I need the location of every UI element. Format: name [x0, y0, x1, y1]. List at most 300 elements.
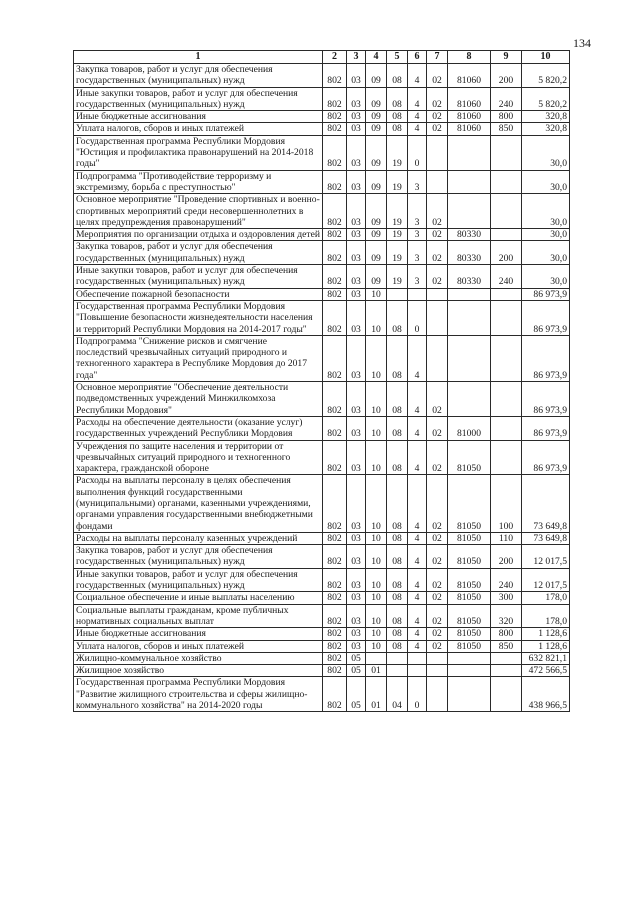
row-code-col-6: 4 — [408, 628, 427, 640]
table-row — [74, 545, 570, 569]
column-header-8: 8 — [448, 51, 491, 64]
row-code-col-9 — [491, 170, 522, 194]
row-code-col-8 — [448, 288, 491, 300]
row-code-col-7: 02 — [427, 532, 448, 544]
row-code-col-7: 02 — [427, 64, 448, 88]
row-code-col-6: 4 — [408, 87, 427, 111]
row-code-col-6: 4 — [408, 592, 427, 604]
row-code-col-5: 08 — [387, 604, 408, 628]
row-code-col-3: 03 — [347, 111, 366, 123]
row-code-col-9 — [491, 416, 522, 440]
row-name: Расходы на обеспечение деятельности (оказание услуг) государственных учреждений Республики Мордовия — [74, 416, 323, 440]
row-code-col-5: 08 — [387, 545, 408, 569]
row-code-col-6: 4 — [408, 532, 427, 544]
row-code-col-6 — [408, 652, 427, 664]
row-code-col-2: 802 — [323, 545, 347, 569]
row-code-col-5: 08 — [387, 592, 408, 604]
row-name: Закупка товаров, работ и услуг для обеспечения государственных (муниципальных) нужд — [74, 64, 323, 88]
row-code-col-7: 02 — [427, 229, 448, 241]
row-code-col-8 — [448, 170, 491, 194]
row-code-col-2: 802 — [323, 652, 347, 664]
table-row — [74, 440, 570, 475]
row-code-col-5 — [387, 652, 408, 664]
row-code-col-5: 19 — [387, 135, 408, 170]
row-sum: 178,0 — [522, 604, 570, 628]
row-code-col-9: 850 — [491, 640, 522, 652]
row-code-col-4: 10 — [366, 335, 387, 381]
row-code-col-6: 3 — [408, 241, 427, 265]
row-code-col-8: 81060 — [448, 111, 491, 123]
row-sum: 86 973,9 — [522, 300, 570, 335]
row-name: Иные закупки товаров, работ и услуг для обеспечения государственных (муниципальных) нужд — [74, 265, 323, 289]
row-code-col-6: 4 — [408, 64, 427, 88]
row-name: Государственная программа Республики Мордовия "Развитие жилищного строительства и сферы жилищно-коммунального хозяйства" на 2014-2020 годы — [74, 677, 323, 712]
row-code-col-7 — [427, 677, 448, 712]
row-code-col-7: 02 — [427, 440, 448, 475]
row-code-col-2: 802 — [323, 628, 347, 640]
row-code-col-7: 02 — [427, 545, 448, 569]
row-code-col-4: 10 — [366, 532, 387, 544]
row-code-col-3: 03 — [347, 335, 366, 381]
row-code-col-2: 802 — [323, 194, 347, 229]
table-row — [74, 241, 570, 265]
row-code-col-4: 01 — [366, 665, 387, 677]
row-code-col-4: 10 — [366, 628, 387, 640]
column-header-10: 10 — [522, 51, 570, 64]
row-code-col-9 — [491, 677, 522, 712]
row-name: Социальные выплаты гражданам, кроме публичных нормативных социальных выплат — [74, 604, 323, 628]
row-code-col-5: 04 — [387, 677, 408, 712]
row-code-col-5: 08 — [387, 475, 408, 532]
row-code-col-9: 800 — [491, 628, 522, 640]
row-code-col-2: 802 — [323, 665, 347, 677]
row-code-col-6: 4 — [408, 123, 427, 135]
row-name: Иные бюджетные ассигнования — [74, 111, 323, 123]
row-code-col-5: 08 — [387, 382, 408, 417]
row-code-col-8: 80330 — [448, 229, 491, 241]
row-code-col-6: 4 — [408, 111, 427, 123]
column-header-5: 5 — [387, 51, 408, 64]
row-code-col-7: 02 — [427, 475, 448, 532]
row-sum: 320,8 — [522, 111, 570, 123]
row-code-col-9 — [491, 652, 522, 664]
row-code-col-8: 81050 — [448, 604, 491, 628]
row-code-col-7: 02 — [427, 568, 448, 592]
row-code-col-7: 02 — [427, 382, 448, 417]
row-sum: 5 820,2 — [522, 87, 570, 111]
row-code-col-2: 802 — [323, 300, 347, 335]
table-row — [74, 604, 570, 628]
row-code-col-8 — [448, 194, 491, 229]
row-name: Основное мероприятие "Проведение спортивных и военно-спортивных мероприятий среди несовершеннолетних в целях предупреждения правонарушений" — [74, 194, 323, 229]
row-code-col-7: 02 — [427, 640, 448, 652]
row-sum: 73 649,8 — [522, 475, 570, 532]
row-code-col-3: 03 — [347, 300, 366, 335]
row-code-col-9 — [491, 665, 522, 677]
row-sum: 30,0 — [522, 135, 570, 170]
row-sum: 438 966,5 — [522, 677, 570, 712]
row-code-col-4: 09 — [366, 194, 387, 229]
row-code-col-8: 81060 — [448, 123, 491, 135]
row-code-col-6: 3 — [408, 265, 427, 289]
table-row — [74, 170, 570, 194]
row-code-col-9: 300 — [491, 592, 522, 604]
row-name: Подпрограмма "Противодействие терроризму и экстремизму, борьба с преступностью" — [74, 170, 323, 194]
row-code-col-2: 802 — [323, 288, 347, 300]
row-code-col-7 — [427, 652, 448, 664]
row-code-col-3: 03 — [347, 123, 366, 135]
row-sum: 12 017,5 — [522, 568, 570, 592]
row-code-col-4: 09 — [366, 87, 387, 111]
row-code-col-9: 110 — [491, 532, 522, 544]
row-code-col-3: 03 — [347, 87, 366, 111]
row-sum: 30,0 — [522, 265, 570, 289]
page-number: 134 — [573, 36, 591, 50]
row-code-col-3: 05 — [347, 677, 366, 712]
row-sum: 86 973,9 — [522, 382, 570, 417]
row-code-col-8: 81050 — [448, 545, 491, 569]
row-name: Мероприятия по организации отдыха и оздоровления детей — [74, 229, 323, 241]
column-header-1: 1 — [74, 51, 323, 64]
row-code-col-9 — [491, 335, 522, 381]
table-row — [74, 532, 570, 544]
table-row — [74, 628, 570, 640]
row-code-col-8: 81050 — [448, 568, 491, 592]
row-code-col-7 — [427, 135, 448, 170]
row-code-col-5 — [387, 665, 408, 677]
row-code-col-7: 02 — [427, 123, 448, 135]
row-code-col-3: 03 — [347, 229, 366, 241]
row-code-col-6: 3 — [408, 194, 427, 229]
row-sum: 12 017,5 — [522, 545, 570, 569]
row-sum: 5 820,2 — [522, 64, 570, 88]
row-code-col-7: 02 — [427, 416, 448, 440]
row-code-col-2: 802 — [323, 135, 347, 170]
row-code-col-5: 08 — [387, 300, 408, 335]
row-sum: 30,0 — [522, 229, 570, 241]
row-code-col-6: 0 — [408, 135, 427, 170]
row-name: Государственная программа Республики Мордовия "Повышение безопасности жизнедеятельности населения и территорий Республики Мордовия на 2014-2017 годы" — [74, 300, 323, 335]
row-code-col-2: 802 — [323, 123, 347, 135]
row-code-col-9 — [491, 194, 522, 229]
table-row — [74, 416, 570, 440]
row-code-col-2: 802 — [323, 241, 347, 265]
table-row — [74, 123, 570, 135]
row-code-col-4: 10 — [366, 604, 387, 628]
row-code-col-7: 02 — [427, 241, 448, 265]
row-code-col-4: 09 — [366, 170, 387, 194]
row-code-col-3: 03 — [347, 194, 366, 229]
row-code-col-3: 03 — [347, 265, 366, 289]
row-code-col-5: 19 — [387, 241, 408, 265]
row-code-col-3: 03 — [347, 640, 366, 652]
row-code-col-8: 81000 — [448, 416, 491, 440]
row-code-col-5: 08 — [387, 640, 408, 652]
row-code-col-4: 09 — [366, 64, 387, 88]
row-code-col-2: 802 — [323, 440, 347, 475]
row-sum: 86 973,9 — [522, 335, 570, 381]
row-name: Обеспечение пожарной безопасности — [74, 288, 323, 300]
row-code-col-4: 10 — [366, 545, 387, 569]
row-code-col-3: 03 — [347, 416, 366, 440]
row-code-col-4: 10 — [366, 440, 387, 475]
row-code-col-9: 200 — [491, 64, 522, 88]
row-name: Социальное обеспечение и иные выплаты населению — [74, 592, 323, 604]
row-code-col-6: 4 — [408, 475, 427, 532]
row-code-col-3: 03 — [347, 545, 366, 569]
row-code-col-2: 802 — [323, 592, 347, 604]
row-code-col-3: 05 — [347, 665, 366, 677]
row-name: Подпрограмма "Снижение рисков и смягчение последствий чрезвычайных ситуаций природного и техногенного характера в Республике Мордовия до 2017 года" — [74, 335, 323, 381]
row-code-col-3: 03 — [347, 440, 366, 475]
table-row — [74, 568, 570, 592]
row-name: Основное мероприятие "Обеспечение деятельности подведомственных учреждений Минжилкомхоза Республики Мордовия" — [74, 382, 323, 417]
table-body — [74, 64, 570, 712]
table-row — [74, 194, 570, 229]
row-code-col-9: 240 — [491, 568, 522, 592]
table-row — [74, 382, 570, 417]
row-sum: 320,8 — [522, 123, 570, 135]
table-row — [74, 335, 570, 381]
row-code-col-7: 02 — [427, 111, 448, 123]
row-code-col-3: 03 — [347, 592, 366, 604]
row-sum: 30,0 — [522, 170, 570, 194]
row-name: Расходы на выплаты персоналу казенных учреждений — [74, 532, 323, 544]
table-row — [74, 652, 570, 664]
row-code-col-3: 05 — [347, 652, 366, 664]
row-code-col-5: 08 — [387, 568, 408, 592]
row-code-col-7 — [427, 288, 448, 300]
row-code-col-5: 08 — [387, 440, 408, 475]
row-name: Закупка товаров, работ и услуг для обеспечения государственных (муниципальных) нужд — [74, 241, 323, 265]
row-code-col-9: 320 — [491, 604, 522, 628]
row-code-col-8: 81060 — [448, 64, 491, 88]
row-code-col-4: 10 — [366, 568, 387, 592]
row-code-col-8 — [448, 652, 491, 664]
row-code-col-8 — [448, 677, 491, 712]
row-code-col-4: 09 — [366, 135, 387, 170]
row-code-col-9: 240 — [491, 265, 522, 289]
row-code-col-6: 4 — [408, 416, 427, 440]
row-code-col-7: 02 — [427, 604, 448, 628]
row-code-col-6 — [408, 288, 427, 300]
row-code-col-3: 03 — [347, 628, 366, 640]
row-code-col-8 — [448, 300, 491, 335]
row-name: Иные бюджетные ассигнования — [74, 628, 323, 640]
row-code-col-5: 19 — [387, 170, 408, 194]
row-code-col-5: 19 — [387, 194, 408, 229]
table-row — [74, 64, 570, 88]
row-code-col-8: 81050 — [448, 592, 491, 604]
row-name: Закупка товаров, работ и услуг для обеспечения государственных (муниципальных) нужд — [74, 545, 323, 569]
row-code-col-9 — [491, 382, 522, 417]
row-code-col-2: 802 — [323, 87, 347, 111]
row-code-col-2: 802 — [323, 475, 347, 532]
row-code-col-8: 80330 — [448, 241, 491, 265]
row-code-col-9: 200 — [491, 545, 522, 569]
row-code-col-5: 08 — [387, 335, 408, 381]
row-code-col-8: 81060 — [448, 87, 491, 111]
table-row — [74, 640, 570, 652]
row-code-col-4: 10 — [366, 475, 387, 532]
row-code-col-8: 81050 — [448, 475, 491, 532]
row-code-col-5: 08 — [387, 64, 408, 88]
row-code-col-2: 802 — [323, 640, 347, 652]
row-code-col-9 — [491, 440, 522, 475]
row-code-col-3: 03 — [347, 288, 366, 300]
budget-table — [73, 50, 570, 712]
row-code-col-4: 10 — [366, 300, 387, 335]
row-sum: 86 973,9 — [522, 416, 570, 440]
row-code-col-2: 802 — [323, 265, 347, 289]
row-code-col-4 — [366, 652, 387, 664]
row-name: Учреждения по защите населения и территории от чрезвычайных ситуаций природного и техногенного характера, гражданской обороне — [74, 440, 323, 475]
row-code-col-5: 08 — [387, 111, 408, 123]
row-name: Уплата налогов, сборов и иных платежей — [74, 123, 323, 135]
row-code-col-3: 03 — [347, 64, 366, 88]
row-sum: 30,0 — [522, 241, 570, 265]
row-code-col-4: 09 — [366, 111, 387, 123]
row-code-col-4: 09 — [366, 229, 387, 241]
row-code-col-2: 802 — [323, 604, 347, 628]
column-header-6: 6 — [408, 51, 427, 64]
row-sum: 472 566,5 — [522, 665, 570, 677]
row-sum: 632 821,1 — [522, 652, 570, 664]
row-code-col-7 — [427, 665, 448, 677]
row-code-col-5: 08 — [387, 416, 408, 440]
row-code-col-3: 03 — [347, 382, 366, 417]
table-row — [74, 87, 570, 111]
row-name: Расходы на выплаты персоналу в целях обеспечения выполнения функций государственными (муниципальными) органами, казенными учреждениями, органами управления государственными внебюджетными фондами — [74, 475, 323, 532]
row-code-col-9: 800 — [491, 111, 522, 123]
header-row — [74, 51, 570, 64]
row-code-col-2: 802 — [323, 111, 347, 123]
table-row — [74, 475, 570, 532]
row-code-col-8: 81050 — [448, 640, 491, 652]
row-sum: 1 128,6 — [522, 628, 570, 640]
table-row — [74, 265, 570, 289]
row-code-col-3: 03 — [347, 532, 366, 544]
row-code-col-7: 02 — [427, 628, 448, 640]
row-code-col-6: 3 — [408, 229, 427, 241]
row-code-col-7 — [427, 170, 448, 194]
row-code-col-4: 10 — [366, 640, 387, 652]
row-code-col-3: 03 — [347, 241, 366, 265]
table-row — [74, 592, 570, 604]
row-code-col-8 — [448, 335, 491, 381]
row-name: Иные закупки товаров, работ и услуг для обеспечения государственных (муниципальных) нужд — [74, 568, 323, 592]
row-code-col-8: 81050 — [448, 532, 491, 544]
row-sum: 73 649,8 — [522, 532, 570, 544]
row-code-col-3: 03 — [347, 475, 366, 532]
row-code-col-9: 200 — [491, 241, 522, 265]
row-code-col-3: 03 — [347, 604, 366, 628]
row-code-col-9 — [491, 288, 522, 300]
row-code-col-6: 3 — [408, 170, 427, 194]
row-sum: 86 973,9 — [522, 288, 570, 300]
table-row — [74, 229, 570, 241]
row-code-col-6: 4 — [408, 568, 427, 592]
table-row — [74, 665, 570, 677]
row-code-col-5: 08 — [387, 532, 408, 544]
row-code-col-9: 850 — [491, 123, 522, 135]
row-code-col-7: 02 — [427, 265, 448, 289]
row-code-col-8: 81050 — [448, 628, 491, 640]
row-name: Иные закупки товаров, работ и услуг для обеспечения государственных (муниципальных) нужд — [74, 87, 323, 111]
row-sum: 86 973,9 — [522, 440, 570, 475]
table-row — [74, 288, 570, 300]
table-row — [74, 135, 570, 170]
row-code-col-7: 02 — [427, 592, 448, 604]
row-code-col-2: 802 — [323, 229, 347, 241]
table-row — [74, 677, 570, 712]
row-code-col-4: 01 — [366, 677, 387, 712]
row-code-col-3: 03 — [347, 568, 366, 592]
row-code-col-5: 19 — [387, 265, 408, 289]
row-code-col-2: 802 — [323, 382, 347, 417]
row-code-col-7: 02 — [427, 194, 448, 229]
row-code-col-5: 08 — [387, 628, 408, 640]
row-code-col-3: 03 — [347, 135, 366, 170]
column-header-2: 2 — [323, 51, 347, 64]
row-name: Жилищно-коммунальное хозяйство — [74, 652, 323, 664]
row-code-col-6: 4 — [408, 440, 427, 475]
row-code-col-7 — [427, 300, 448, 335]
row-name: Уплата налогов, сборов и иных платежей — [74, 640, 323, 652]
row-code-col-9 — [491, 300, 522, 335]
row-code-col-6: 4 — [408, 382, 427, 417]
row-code-col-7: 02 — [427, 87, 448, 111]
row-code-col-4: 10 — [366, 592, 387, 604]
row-code-col-4: 09 — [366, 241, 387, 265]
column-header-9: 9 — [491, 51, 522, 64]
row-code-col-9 — [491, 135, 522, 170]
column-header-7: 7 — [427, 51, 448, 64]
row-code-col-4: 10 — [366, 288, 387, 300]
row-code-col-6: 0 — [408, 300, 427, 335]
row-code-col-3: 03 — [347, 170, 366, 194]
row-code-col-4: 10 — [366, 416, 387, 440]
row-code-col-8: 80330 — [448, 265, 491, 289]
row-code-col-5: 08 — [387, 87, 408, 111]
row-code-col-5 — [387, 288, 408, 300]
row-code-col-8 — [448, 382, 491, 417]
row-code-col-2: 802 — [323, 677, 347, 712]
column-header-4: 4 — [366, 51, 387, 64]
row-name: Жилищное хозяйство — [74, 665, 323, 677]
row-code-col-4: 09 — [366, 123, 387, 135]
row-code-col-2: 802 — [323, 335, 347, 381]
column-header-3: 3 — [347, 51, 366, 64]
row-code-col-8: 81050 — [448, 440, 491, 475]
row-code-col-8 — [448, 135, 491, 170]
row-code-col-5: 08 — [387, 123, 408, 135]
table-row — [74, 300, 570, 335]
row-name: Государственная программа Республики Мордовия "Юстиция и профилактика правонарушений на 2014-2018 годы" — [74, 135, 323, 170]
row-code-col-2: 802 — [323, 416, 347, 440]
row-code-col-9: 100 — [491, 475, 522, 532]
table-row — [74, 111, 570, 123]
row-code-col-6: 4 — [408, 545, 427, 569]
row-code-col-2: 802 — [323, 64, 347, 88]
row-code-col-5: 19 — [387, 229, 408, 241]
row-code-col-2: 802 — [323, 532, 347, 544]
row-code-col-2: 802 — [323, 170, 347, 194]
row-code-col-6: 4 — [408, 604, 427, 628]
row-code-col-9 — [491, 229, 522, 241]
row-code-col-6: 4 — [408, 640, 427, 652]
row-code-col-6: 4 — [408, 335, 427, 381]
